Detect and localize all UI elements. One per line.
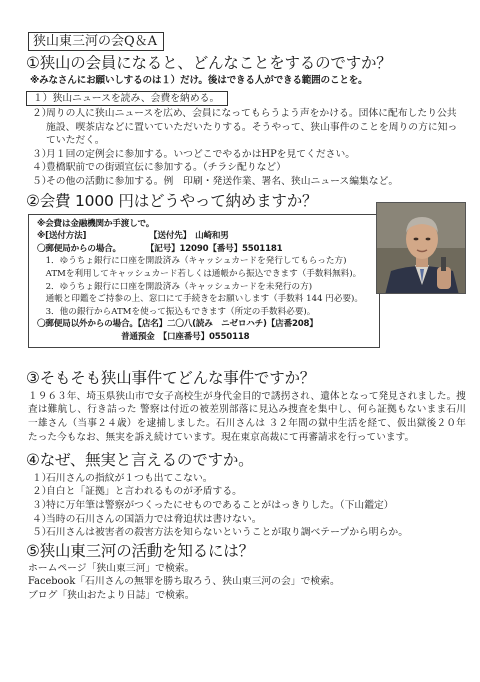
portrait-illustration [377, 203, 466, 294]
q2-section [26, 214, 466, 366]
portrait-photo [376, 202, 466, 294]
qa-document [26, 30, 466, 603]
list-text: 石川さんは被害者の殺害方法を知らないということが取り調べテープから明らか。 [46, 527, 408, 539]
payment-info-box [28, 214, 380, 348]
list-number: ３） [32, 499, 52, 511]
q1-heading: ①狭山の会員になると、どんなことをするのですか？ [26, 54, 392, 72]
list-number: ３） [32, 148, 52, 160]
list-text: 石川さんの指紋が１つも出てこない。 [46, 472, 213, 484]
list-number: ４） [32, 513, 52, 525]
activity-line-homepage: ホームページ「狭山東三河」で検索。 [28, 562, 195, 574]
list-text: 狭山ニュースを読み、会費を納める。 [52, 93, 220, 104]
q2-heading: ②会費 1000 円はどうやって納めますか？ [26, 191, 318, 210]
list-item [26, 472, 466, 486]
list-text: 自白と「証拠」と言われるものが矛盾する。 [46, 486, 242, 498]
q4-list [26, 472, 466, 540]
payment-line: 3．他の銀行からATMを使って振込もできます（所定の手数料必要)。 [37, 306, 316, 317]
list-item [26, 107, 466, 148]
list-number: ２） [32, 486, 52, 498]
list-number: ２） [32, 108, 52, 119]
list-number: ５） [32, 175, 52, 187]
q3-paragraph: １９６３年、埼玉県狭山市で女子高校生が身代金目的で誘拐され、遺体となって発見されました。捜査は難航し、行き詰った 警察は付近の被差別部落に見込み捜査を集中し、何ら証拠もないまま石川一雄さん（当事２４歳）を逮捕しました。石川さんは ３２年間の獄中生活を経て、仮出獄後２０年たった今もなお、無実を訴え続けています。現在東京高裁にて再審請求を行っています。 [28, 390, 466, 443]
payment-line: 〇郵便局からの場合。 【記号】12090【番号】5501181 [37, 243, 283, 254]
list-item [26, 148, 466, 162]
list-text: 豊橋駅前での街頭宣伝に参加する。（チラシ配りなど） [46, 162, 287, 174]
payment-line: 1．ゆうちょ銀行に口座を開設済み（キャッシュカードを発行してもらった方) [37, 256, 347, 267]
list-item [26, 499, 466, 513]
list-item [26, 175, 466, 189]
list-text: 周りの人に狭山ニュースを広め、会員になってもらうよう声をかける。団体に配布したり公共施設、喫茶店などに置いていただいたりする。そうやって、狭山事件のことを周りの方に知っていただく。 [46, 108, 458, 147]
list-item [26, 161, 466, 175]
payment-line: 〇郵便局以外からの場合。【店名】二〇八(読み ニゼロハチ)【店番208】 [37, 319, 318, 330]
q1-note: ※みなさんにお願いしするのは１）だけ。後はできる人ができる範囲のことを。 [30, 75, 368, 86]
payment-line: 通帳と印鑑をご持参の上、窓口にて手続きをお願いします（手数料 144 円必要)。 [37, 294, 364, 305]
list-text: 当時の石川さんの国語力では脅迫状は書けない。 [46, 513, 262, 525]
q1-list [26, 90, 466, 189]
payment-line: ※会費は金融機関か手渡しで。 [37, 218, 155, 229]
activity-line-facebook: Facebook「石川さんの無罪を勝ち取ろう、狭山東三河の会」で検索。 [28, 576, 340, 588]
list-item [26, 485, 466, 499]
list-item [26, 513, 466, 527]
payment-line: ※[送付方法] 【送付先】 山崎和男 [37, 231, 229, 242]
list-number: １） [33, 93, 53, 104]
document-title: 狭山東三河の会Q＆A [28, 32, 164, 51]
payment-line: ATMを利用してキャッシュカード若しくは通帳から振込できます（手数料無料)。 [37, 268, 362, 279]
payment-line: 2．ゆうちょ銀行に口座を開設済み（キャッシュカードを未発行の方) [37, 281, 313, 292]
list-text: 月１回の定例会に参加する。いつどこでやるかはHPを見てください。 [46, 148, 356, 160]
list-number: ４） [32, 162, 52, 174]
list-number: １） [32, 472, 52, 484]
payment-line: 普通預金 【口座番号】0550118 [37, 331, 250, 342]
q3-heading: ③そもそも狭山事件てどんな事件ですか？ [26, 368, 316, 387]
q5-heading: ⑤狭山東三河の活動を知るには？ [26, 541, 254, 560]
list-item [26, 526, 466, 540]
q5-lines [26, 562, 466, 603]
activity-line-blog: ブログ「狭山おたより日誌」で検索。 [28, 589, 195, 601]
q4-heading: ④なぜ、無実と言えるのですか。 [26, 450, 254, 469]
list-text: その他の活動に参加する。例 印刷・発送作業、署名、狭山ニュース編集など。 [46, 175, 399, 187]
q1-item-1-box [26, 91, 228, 106]
list-text: 特に万年筆は警察がつくったにせものであることがはっきりした。（下山鑑定） [46, 499, 394, 511]
list-number: ５） [32, 527, 52, 539]
